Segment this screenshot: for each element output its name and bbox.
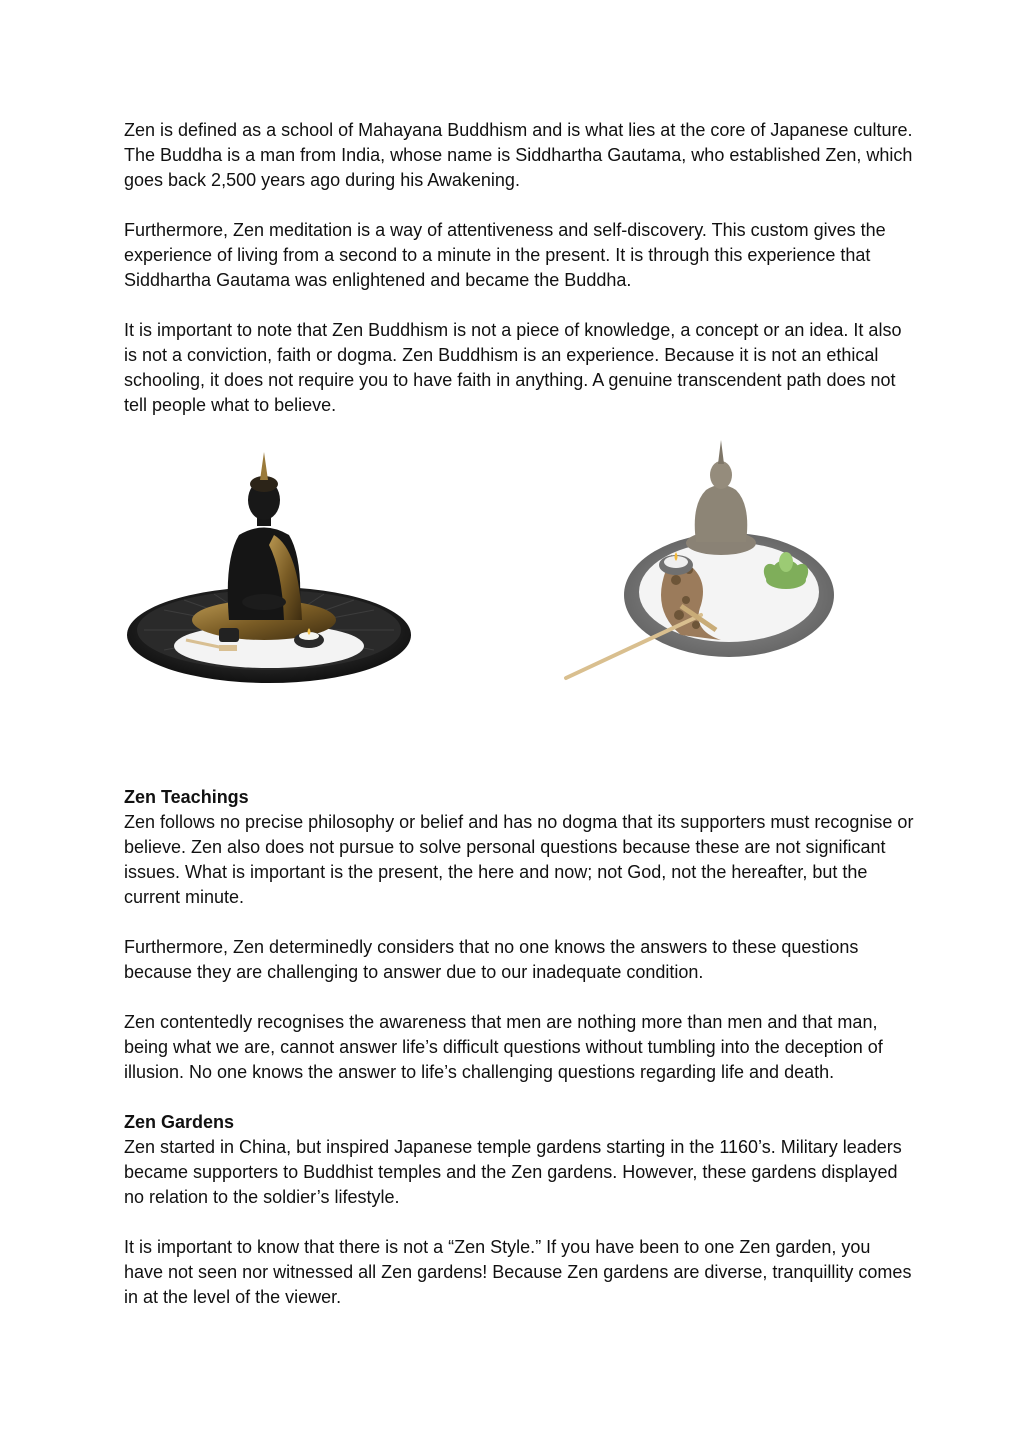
teachings-paragraph-3: Zen contentedly recognises the awareness that men are nothing more than men and that man, being what we are, cannot answer life’s difficult questions without tumbling into the deception of illusion. No one knows the answer to life’s challenging questions regarding life and death. <box>124 1012 883 1082</box>
zen-teachings-heading: Zen Teachings <box>124 787 249 807</box>
intro-paragraph-1: Zen is defined as a school of Mahayana Buddhism and is what lies at the core of Japanese culture. The Buddha is a man from India, whose name is Siddhartha Gautama, who established Zen, which goes back 2,500 years ago during his Awakening. <box>124 120 913 190</box>
gardens-paragraph-1: Zen started in China, but inspired Japanese temple gardens starting in the 1160’s. Military leaders became supporters to Buddhist temples and the Zen gardens. However, these gardens displayed no relation to the soldier’s lifestyle. <box>124 1137 902 1207</box>
zen-garden-icon <box>561 430 841 700</box>
gardens-paragraph-2: It is important to know that there is not a “Zen Style.” If you have been to one Zen garden, you have not seen nor witnessed all Zen gardens! Because Zen gardens are diverse, tranquillity comes in at the level of the viewer. <box>124 1237 912 1307</box>
document-page <box>124 118 914 1335</box>
intro-paragraph-3: It is important to note that Zen Buddhism is not a piece of knowledge, a concept or an idea. It also is not a conviction, faith or dogma. Zen Buddhism is an experience. Because it is not an ethical schooling, it does not require you to have faith in anything. A genuine transcendent path does not tell people what to believe. <box>124 320 902 415</box>
zen-gardens-section <box>124 1110 914 1310</box>
zen-gardens-heading: Zen Gardens <box>124 1112 235 1132</box>
zen-garden-tray-image <box>561 430 841 700</box>
intro-paragraph-2: Furthermore, Zen meditation is a way of attentiveness and self-discovery. This custom gives the experience of living from a second to a minute in the present. It is through this experience that Siddhartha Gautama was enlightened and became the Buddha. <box>124 220 886 290</box>
teachings-paragraph-2: Furthermore, Zen determinedly considers that no one knows the answers to these questions because they are challenging to answer due to our inadequate condition. <box>124 937 859 982</box>
buddha-statue-icon <box>124 440 414 690</box>
buddha-plate-image <box>124 440 414 690</box>
zen-teachings-section <box>124 785 914 1085</box>
figure-row <box>124 440 914 785</box>
teachings-paragraph-1: Zen follows no precise philosophy or belief and has no dogma that its supporters must recognise or believe. Zen also does not pursue to solve personal questions because these are not significant issues. What is important is the present, the here and now; not God, not the hereafter, but the current minute. <box>124 812 914 907</box>
